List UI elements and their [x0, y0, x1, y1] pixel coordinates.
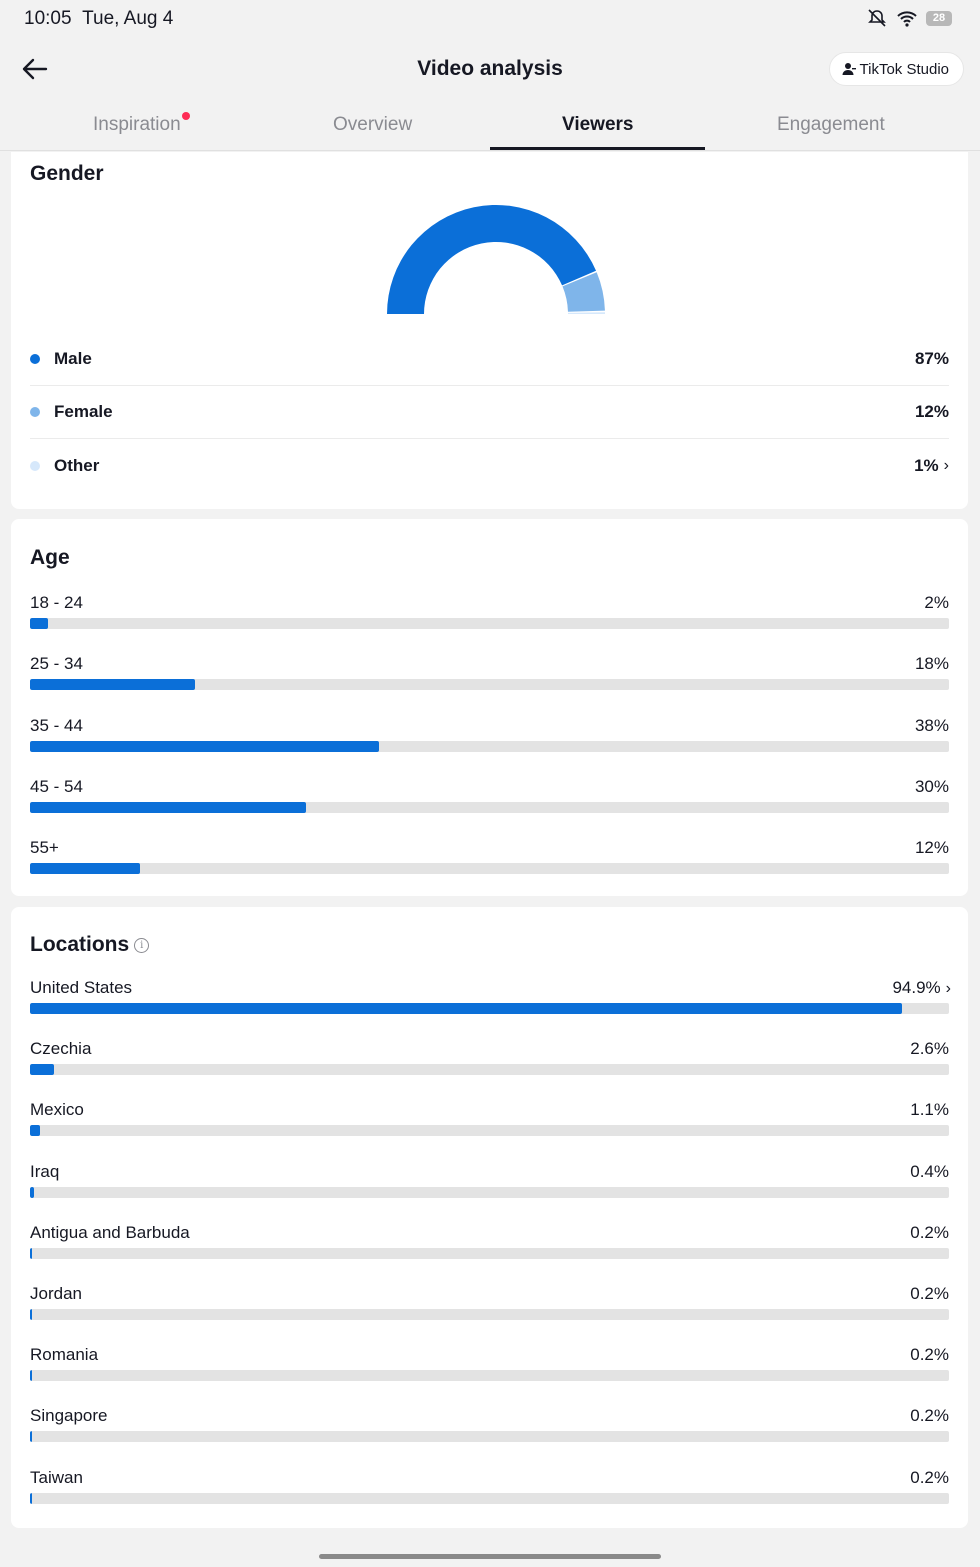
bar-value	[910, 1345, 949, 1365]
gender-title: Gender	[30, 162, 104, 185]
status-icons	[866, 8, 952, 28]
bar-value	[915, 777, 949, 797]
location-row	[30, 1468, 949, 1512]
tiktok-studio-button[interactable]	[829, 52, 964, 86]
bar-value	[910, 1406, 949, 1426]
tab-overview-label: Overview	[333, 114, 413, 135]
location-row	[30, 1100, 949, 1144]
bar-label: Antigua and Barbuda	[30, 1222, 190, 1242]
bar-label: Singapore	[30, 1406, 108, 1426]
bar-value	[910, 1162, 949, 1182]
gender-label: Other	[54, 455, 100, 475]
bar-label: 35 - 44	[30, 715, 83, 735]
chevron-right-icon: ›	[943, 456, 949, 474]
bar-value-text: 0.2%	[910, 1467, 949, 1487]
donut-slice-other	[568, 312, 605, 314]
bar-fill	[30, 802, 306, 813]
bar-track	[30, 1309, 949, 1320]
age-row	[30, 593, 949, 637]
bar-fill	[30, 1064, 54, 1075]
bar-fill	[30, 618, 48, 629]
bar-value	[910, 1223, 949, 1243]
age-row	[30, 654, 949, 698]
bar-value	[924, 593, 949, 613]
tab-bar	[0, 100, 980, 151]
bar-value-text: 2%	[924, 593, 949, 612]
bar-value	[892, 978, 951, 998]
bar-label: 25 - 34	[30, 654, 83, 674]
bar-fill	[30, 1125, 40, 1136]
chevron-right-icon: ›	[945, 980, 951, 997]
bar-fill	[30, 1431, 32, 1442]
bar-label: United States	[30, 978, 133, 997]
bar-track	[30, 679, 949, 690]
notification-dot	[182, 112, 190, 120]
bell-muted-icon	[866, 8, 888, 28]
bar-label: 45 - 54	[30, 776, 83, 796]
bar-label: 18 - 24	[30, 593, 83, 612]
bar-track	[30, 1125, 949, 1136]
bar-fill	[30, 1370, 32, 1381]
header	[0, 40, 980, 100]
bar-track	[30, 1370, 949, 1381]
bar-track	[30, 1248, 949, 1259]
bar-value	[915, 838, 949, 858]
home-indicator	[319, 1554, 661, 1559]
tiktok-studio-label: TikTok Studio	[859, 60, 949, 78]
male-dot	[30, 354, 40, 364]
bar-track	[30, 618, 949, 629]
bar-value-text: 0.2%	[910, 1222, 949, 1242]
bar-fill	[30, 1309, 32, 1320]
info-icon[interactable]: i	[134, 938, 149, 953]
location-row	[30, 1039, 949, 1083]
gender-value: 12%	[914, 402, 949, 421]
bar-value	[910, 1468, 949, 1488]
locations-card	[11, 907, 968, 1528]
bar-value-text: 0.2%	[910, 1284, 949, 1303]
bar-label: Taiwan	[30, 1467, 83, 1487]
location-row[interactable]	[30, 978, 949, 1022]
bar-label: Czechia	[30, 1039, 92, 1059]
bar-track	[30, 1187, 949, 1198]
bar-value	[915, 716, 949, 736]
location-row	[30, 1162, 949, 1206]
donut-slice-male	[387, 205, 596, 314]
gender-donut-chart	[381, 204, 611, 319]
locations-title-text: Locations	[30, 933, 130, 956]
page-title: Video analysis	[417, 57, 563, 80]
bar-fill	[30, 863, 140, 874]
female-dot	[30, 407, 40, 417]
bar-value-text: 30%	[914, 776, 949, 796]
gender-label: Male	[54, 349, 92, 368]
bar-fill	[30, 1493, 32, 1504]
tab-viewers[interactable]	[562, 114, 633, 136]
bar-fill	[30, 1003, 902, 1014]
bar-value-text: 2.6%	[910, 1039, 949, 1059]
gender-value: 1%	[914, 455, 939, 475]
clock-date: Tue, Aug 4	[82, 8, 174, 29]
bar-track	[30, 1431, 949, 1442]
bar-label: 55+	[30, 838, 59, 858]
status-time	[24, 8, 173, 30]
gender-row-male	[30, 333, 949, 386]
active-tab-indicator	[490, 147, 705, 150]
bar-value	[910, 1284, 949, 1304]
bar-value	[910, 1100, 949, 1120]
bar-value-text: 18%	[914, 654, 949, 674]
bar-fill	[30, 1248, 32, 1259]
bar-track	[30, 863, 949, 874]
bar-value-text: 94.9%	[892, 978, 941, 997]
bar-value-text: 38%	[914, 715, 949, 735]
bar-track	[30, 1064, 949, 1075]
bar-track	[30, 802, 949, 813]
bar-track	[30, 1493, 949, 1504]
person-icon	[842, 62, 856, 76]
location-row	[30, 1406, 949, 1450]
locations-title	[30, 933, 149, 957]
bar-track	[30, 741, 949, 752]
clock-time: 10:05	[24, 8, 72, 29]
location-row	[30, 1345, 949, 1389]
age-title: Age	[30, 546, 70, 569]
age-row	[30, 838, 949, 882]
bar-value-text: 12%	[914, 838, 949, 858]
tab-engagement-label: Engagement	[777, 114, 885, 135]
tab-overview[interactable]	[333, 114, 412, 136]
gender-row-female	[30, 386, 949, 439]
gender-value: 87%	[914, 349, 949, 368]
bar-value-text: 0.2%	[910, 1406, 949, 1426]
bar-track	[30, 1003, 949, 1014]
bar-value-text: 0.4%	[910, 1161, 949, 1181]
bar-value	[910, 1039, 949, 1059]
wifi-icon	[896, 8, 918, 28]
gender-card	[11, 152, 968, 509]
gender-row-other[interactable]	[30, 439, 949, 492]
bar-label: Romania	[30, 1345, 99, 1365]
bar-fill	[30, 679, 195, 690]
bar-value	[915, 654, 949, 674]
bar-label: Mexico	[30, 1100, 84, 1120]
location-row	[30, 1223, 949, 1267]
tab-viewers-label: Viewers	[562, 114, 634, 135]
bar-fill	[30, 1187, 34, 1198]
bar-label: Iraq	[30, 1161, 60, 1181]
other-dot	[30, 461, 40, 471]
location-row	[30, 1284, 949, 1328]
tab-inspiration-label: Inspiration	[93, 114, 181, 135]
bar-value-text: 0.2%	[910, 1345, 949, 1365]
bar-value-text: 1.1%	[910, 1100, 949, 1120]
status-bar	[0, 0, 980, 40]
tab-inspiration[interactable]	[93, 114, 181, 136]
battery-icon: 28	[926, 11, 952, 26]
tab-engagement[interactable]	[777, 114, 885, 136]
gender-label: Female	[54, 402, 113, 421]
age-row	[30, 716, 949, 760]
age-card	[11, 519, 968, 896]
bar-label: Jordan	[30, 1284, 82, 1303]
bar-fill	[30, 741, 379, 752]
age-row	[30, 777, 949, 821]
